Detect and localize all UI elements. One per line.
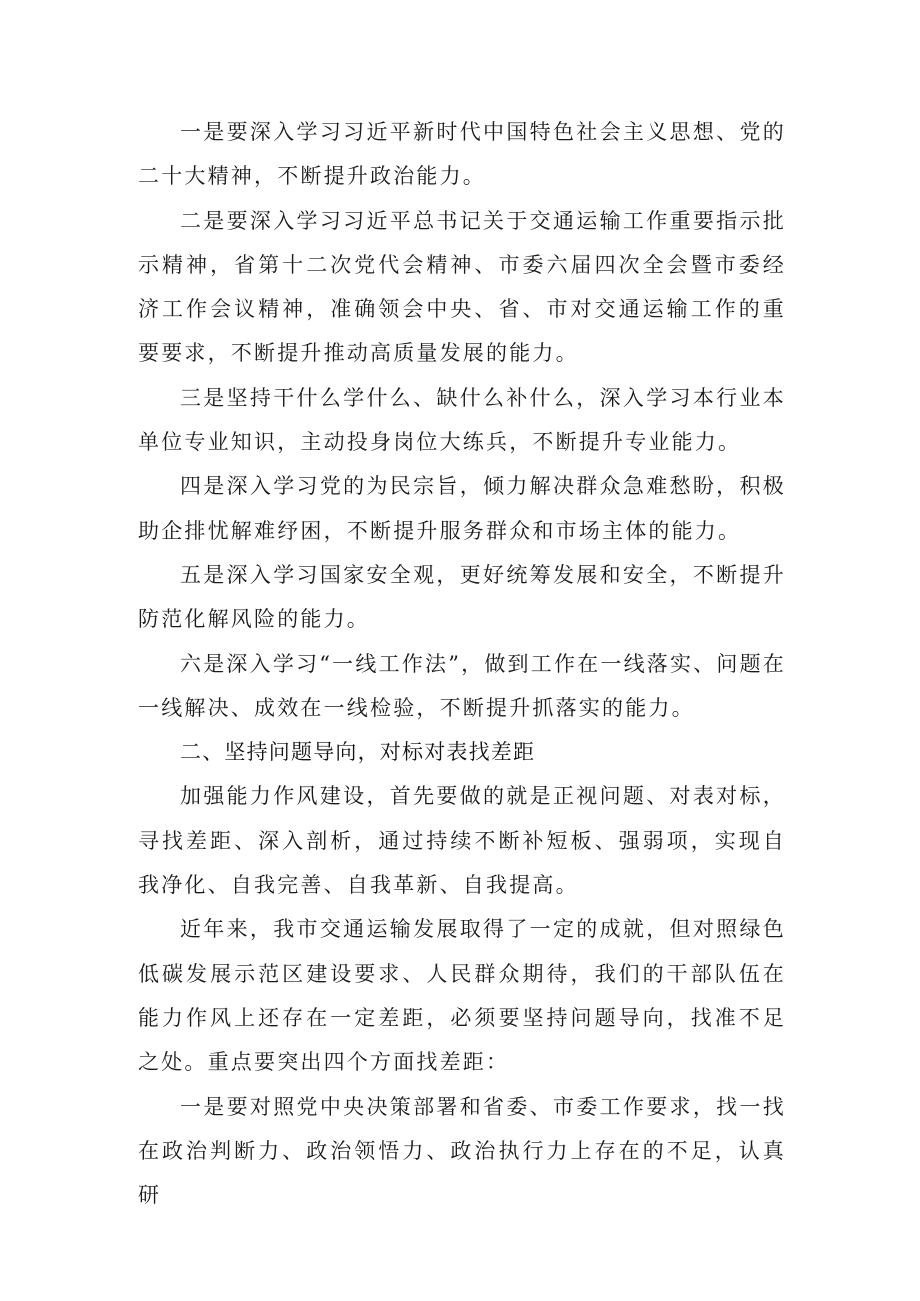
paragraph-national-security: 五是深入学习国家安全观，更好统筹发展和安全，不断提升防范化解风险的能力。 [138,562,786,632]
paragraph-serve-people: 四是深入学习党的为民宗旨，倾力解决群众急难愁盼，积极助企排忧解难纾困，不断提升服务群众和市场主体的能力。 [138,474,786,543]
paragraph-recent-years: 近年来，我市交通运输发展取得了一定的成就，但对照绿色低碳发展示范区建设要求、人民群众期待，我们的干部队伍在能力作风上还存在一定差距，必须要坚持问题导向，找准不足之处。重点要突出四个方面找差距： [138,917,786,1075]
section-heading: 二、坚持问题导向，对标对表找差距 [180,740,536,765]
document-body [138,110,786,1217]
paragraph-compare-requirements: 一是要对照党中央决策部署和省委、市委工作要求，找一找在政治判断力、政治领悟力、政治执行力上存在的不足，认真研 [138,1094,786,1208]
paragraph-professional-knowledge: 三是坚持干什么学什么、缺什么补什么，深入学习本行业本单位专业知识，主动投身岗位大练兵，不断提升专业能力。 [138,385,786,455]
paragraph-frontline-method: 六是深入学习“一线工作法”，做到工作在一线落实、问题在一线解决、成效在一线检验，不断提升抓落实的能力。 [138,651,786,720]
paragraph-study-political-thought: 一是要深入学习习近平新时代中国特色社会主义思想、党的二十大精神，不断提升政治能力。 [138,120,786,189]
paragraph-study-transport-instructions: 二是要深入学习习近平总书记关于交通运输工作重要指示批示精神，省第十二次党代会精神、市委六届四次全会暨市委经济工作会议精神，准确领会中央、省、市对交通运输工作的重要要求，不断提升推动高质量发展的能力。 [138,208,786,366]
paragraph-capability-building: 加强能力作风建设，首先要做的就是正视问题、对表对标，寻找差距、深入剖析，通过持续不断补短板、强弱项，实现自我净化、自我完善、自我革新、自我提高。 [138,784,786,898]
